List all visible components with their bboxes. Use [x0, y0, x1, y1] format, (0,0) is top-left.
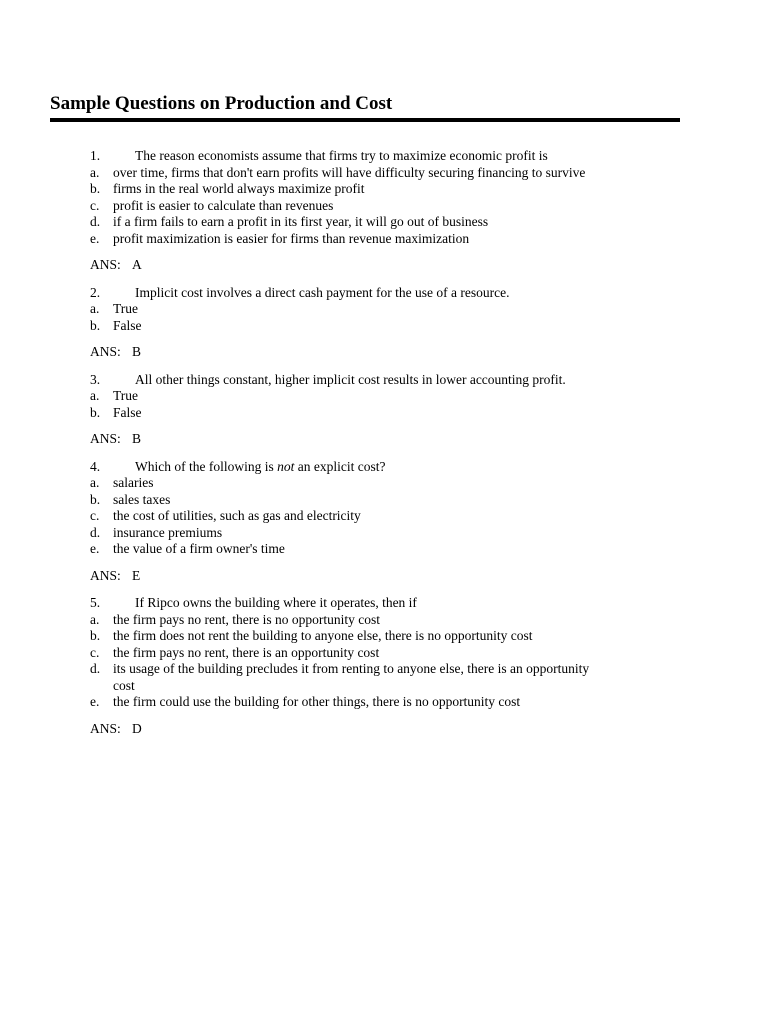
- option-item: [90, 318, 610, 335]
- answer-label: ANS:: [90, 344, 121, 359]
- option-letter: b.: [90, 404, 101, 420]
- question-number: 2.: [90, 284, 101, 300]
- option-letter: a.: [90, 301, 100, 316]
- option-item: [90, 661, 610, 694]
- option-item: [90, 214, 610, 231]
- option-list: [90, 301, 610, 334]
- option-item: [90, 475, 610, 492]
- option-text: insurance premiums: [113, 524, 223, 540]
- option-item: [90, 508, 610, 525]
- option-letter: d.: [90, 524, 101, 540]
- question-list: [90, 148, 610, 748]
- option-text: the cost of utilities, such as gas and electricity: [113, 508, 361, 523]
- option-item: [90, 301, 610, 318]
- option-letter: b.: [90, 181, 101, 196]
- option-letter: c.: [90, 644, 100, 660]
- option-letter: d.: [90, 214, 101, 229]
- answer-value: A: [132, 257, 142, 272]
- option-item: [90, 165, 610, 182]
- answer-line: [90, 431, 610, 448]
- answer-line: [90, 721, 610, 738]
- question-stem: [90, 285, 610, 302]
- option-text: profit maximization is easier for firms than revenue maximization: [113, 230, 470, 246]
- option-text: firms in the real world always maximize profit: [113, 181, 365, 196]
- question-text-before: Which of the following is: [135, 458, 278, 474]
- option-letter: e.: [90, 230, 100, 246]
- question-item: [90, 459, 610, 585]
- option-letter: a.: [90, 388, 100, 403]
- option-item: [90, 231, 610, 248]
- answer-line: [90, 257, 610, 274]
- option-letter: e.: [90, 541, 100, 556]
- answer-label: ANS:: [90, 257, 121, 272]
- option-text: if a firm fails to earn a profit in its first year, it will go out of business: [113, 214, 489, 229]
- answer-value: E: [132, 567, 141, 583]
- question-item: [90, 372, 610, 448]
- question-item: [90, 285, 610, 361]
- option-letter: a.: [90, 611, 100, 627]
- option-item: [90, 181, 610, 198]
- question-number: 3.: [90, 371, 101, 387]
- option-text: profit is easier to calculate than revenues: [113, 197, 334, 213]
- option-item: [90, 492, 610, 509]
- question-text: The reason economists assume that firms try to maximize economic profit is: [135, 148, 548, 163]
- option-text: True: [113, 301, 139, 316]
- option-text: False: [113, 404, 142, 420]
- question-text: All other things constant, higher implicit cost results in lower accounting profit.: [135, 371, 566, 387]
- option-letter: b.: [90, 628, 101, 643]
- answer-line: [90, 344, 610, 361]
- question-text: If Ripco owns the building where it operates, then if: [135, 595, 417, 610]
- option-item: [90, 645, 610, 662]
- option-list: [90, 165, 610, 248]
- option-item: [90, 525, 610, 542]
- option-list: [90, 475, 610, 558]
- answer-value: B: [132, 344, 142, 359]
- option-letter: b.: [90, 491, 101, 507]
- option-text: the firm does not rent the building to anyone else, there is no opportunity cost: [113, 628, 533, 643]
- question-number: 5.: [90, 595, 101, 610]
- option-item: [90, 198, 610, 215]
- option-letter: c.: [90, 508, 100, 523]
- question-text: [135, 459, 610, 476]
- option-item: [90, 541, 610, 558]
- option-letter: a.: [90, 475, 100, 490]
- answer-label: ANS:: [90, 720, 121, 736]
- option-list: [90, 388, 610, 421]
- question-stem: [90, 372, 610, 389]
- question-item: [90, 148, 610, 274]
- option-text: the firm pays no rent, there is no opportunity cost: [113, 611, 380, 627]
- option-letter: c.: [90, 197, 100, 213]
- option-letter: e.: [90, 694, 100, 709]
- page-title: Sample Questions on Production and Cost: [50, 93, 393, 114]
- option-item: [90, 694, 610, 711]
- title-divider: [50, 118, 680, 122]
- question-item: [90, 595, 610, 737]
- option-item: [90, 612, 610, 629]
- question-stem: [90, 595, 610, 612]
- question-text-after: an explicit cost?: [294, 458, 386, 474]
- question-number: 1.: [90, 148, 101, 163]
- option-list: [90, 612, 610, 711]
- option-item: [90, 628, 610, 645]
- option-text: salaries: [113, 475, 154, 490]
- option-item: [90, 405, 610, 422]
- question-stem: [90, 148, 610, 165]
- question-stem: [90, 459, 610, 476]
- answer-value: B: [132, 431, 142, 446]
- option-text: the firm could use the building for other things, there is no opportunity cost: [113, 694, 521, 709]
- option-letter: d.: [90, 661, 101, 676]
- answer-value: D: [132, 720, 142, 736]
- option-text: sales taxes: [113, 491, 171, 507]
- answer-line: [90, 568, 610, 585]
- option-text: its usage of the building precludes it from renting to anyone else, there is an opportunity cost: [113, 661, 590, 693]
- answer-label: ANS:: [90, 431, 121, 446]
- option-text: the firm pays no rent, there is an opportunity cost: [113, 644, 380, 660]
- question-text: Implicit cost involves a direct cash payment for the use of a resource.: [135, 284, 510, 300]
- option-letter: a.: [90, 164, 100, 180]
- option-text: the value of a firm owner's time: [113, 541, 285, 556]
- option-text: over time, firms that don't earn profits will have difficulty securing financing to survive: [113, 164, 586, 180]
- answer-label: ANS:: [90, 567, 121, 583]
- question-number: 4.: [90, 458, 101, 474]
- question-text-emphasis: not: [277, 458, 295, 474]
- option-text: True: [113, 388, 139, 403]
- option-letter: b.: [90, 317, 101, 333]
- option-item: [90, 388, 610, 405]
- option-text: False: [113, 317, 142, 333]
